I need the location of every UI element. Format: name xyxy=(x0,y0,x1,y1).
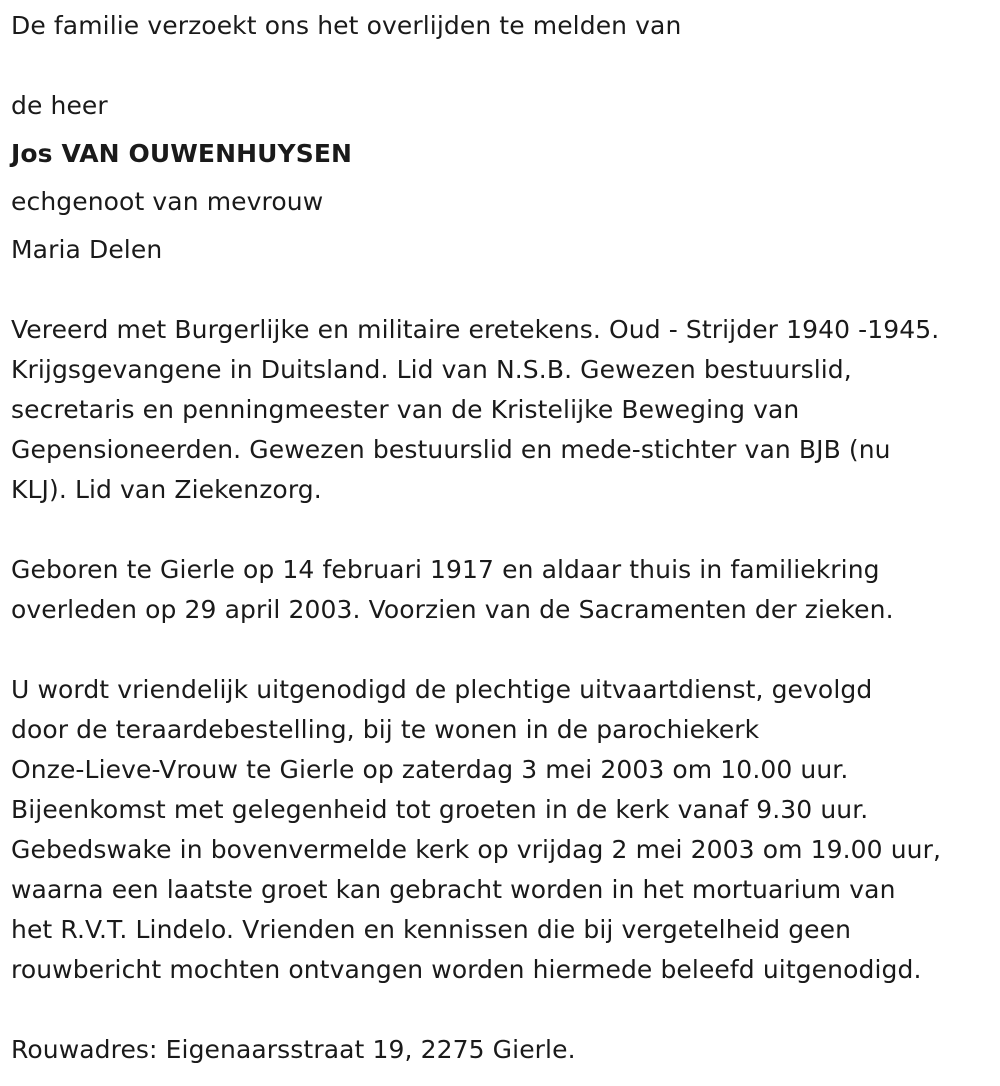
funeral-line: rouwbericht mochten ontvangen worden hiermede beleefd uitgenodigd. xyxy=(11,955,922,984)
honours-line: secretaris en penningmeester van de Kristelijke Beweging van xyxy=(11,395,800,424)
salutation: de heer xyxy=(11,91,108,120)
honours-line: Krijgsgevangene in Duitsland. Lid van N.S.B. Gewezen bestuurslid, xyxy=(11,355,852,384)
birth-death-line: Geboren te Gierle op 14 februari 1917 en aldaar thuis in familiekring xyxy=(11,555,880,584)
funeral-line: het R.V.T. Lindelo. Vrienden en kennissen die bij vergetelheid geen xyxy=(11,915,852,944)
deceased-name: Jos VAN OUWENHUYSEN xyxy=(11,139,353,168)
spouse-name: Maria Delen xyxy=(11,235,163,264)
birth-death-line: overleden op 29 april 2003. Voorzien van de Sacramenten der zieken. xyxy=(11,595,894,624)
funeral-line: Gebedswake in bovenvermelde kerk op vrijdag 2 mei 2003 om 19.00 uur, xyxy=(11,835,942,864)
intro-text: De familie verzoekt ons het overlijden te melden van xyxy=(11,11,682,40)
funeral-line: Onze-Lieve-Vrouw te Gierle op zaterdag 3 mei 2003 om 10.00 uur. xyxy=(11,755,849,784)
honours-line: KLJ). Lid van Ziekenzorg. xyxy=(11,475,322,504)
funeral-line: door de teraardebestelling, bij te wonen in de parochiekerk xyxy=(11,715,760,744)
honours-line: Gepensioneerden. Gewezen bestuurslid en mede-stichter van BJB (nu xyxy=(11,435,891,464)
funeral-line: waarna een laatste groet kan gebracht worden in het mortuarium van xyxy=(11,875,896,904)
funeral-line: Bijeenkomst met gelegenheid tot groeten in de kerk vanaf 9.30 uur. xyxy=(11,795,869,824)
relation-text: echgenoot van mevrouw xyxy=(11,187,324,216)
mourning-address: Rouwadres: Eigenaarsstraat 19, 2275 Gierle. xyxy=(11,1035,576,1064)
honours-line: Vereerd met Burgerlijke en militaire eretekens. Oud - Strijder 1940 -1945. xyxy=(11,315,940,344)
funeral-line: U wordt vriendelijk uitgenodigd de plechtige uitvaartdienst, gevolgd xyxy=(11,675,873,704)
